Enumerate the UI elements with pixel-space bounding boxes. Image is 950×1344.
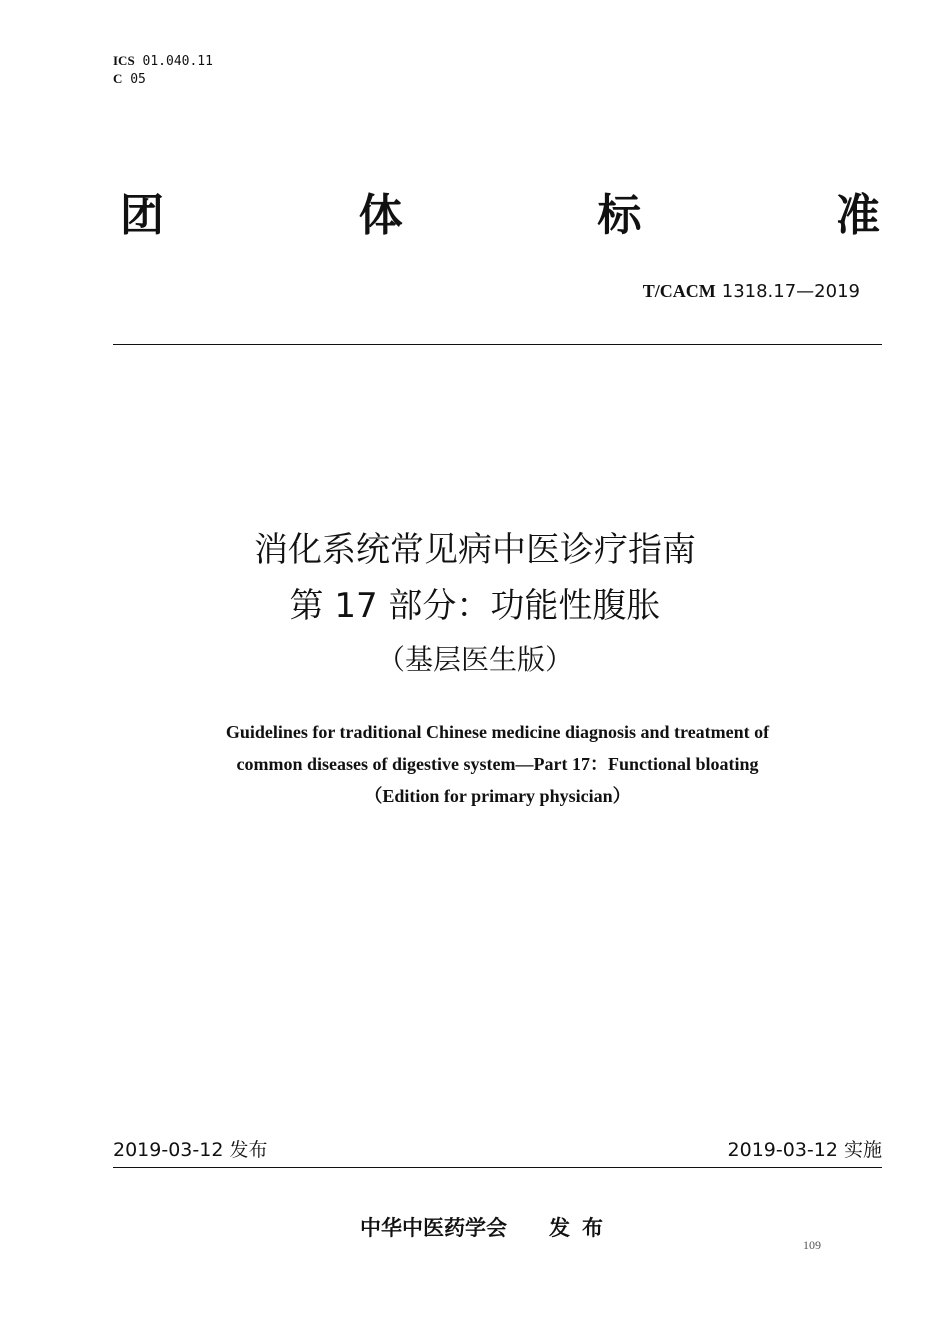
standard-type-char: 体 [358,190,403,241]
standard-number [643,280,860,303]
title-en-line-2: common diseases of digestive system—Part 17：Functional bloating [236,754,759,774]
c-code: 05 [130,72,146,87]
standard-number-value: 1318.17—2019 [721,281,860,302]
implementation-date-label: 实施 [843,1139,882,1161]
standard-type-heading [120,188,880,244]
title-en-line-1: Guidelines for traditional Chinese medicine diagnosis and treatment of [225,722,770,742]
title-cn-line-3: （基层医生版） [376,643,573,676]
implementation-date-value: 2019-03-12 [727,1139,838,1161]
implementation-date [728,1137,882,1163]
c-label: C [113,71,123,86]
title-cn-line-2: 第 17 部分：功能性腹胀 [289,586,661,626]
issue-date-label: 发布 [229,1139,268,1161]
publisher-verb: 发布 [549,1216,615,1240]
top-divider [113,344,882,345]
standard-number-prefix: T/CACM [642,281,716,301]
standard-type-char: 准 [835,190,880,241]
ics-code: 01.040.11 [142,54,213,69]
title-en-line-3: （Edition for primary physician） [364,786,631,806]
issue-date [113,1137,267,1163]
issue-date-value: 2019-03-12 [113,1139,224,1161]
bottom-divider [113,1167,882,1168]
page-number: 109 [803,1238,821,1252]
publisher-name: 中华中医药学会 [360,1216,507,1240]
ics-label: ICS [113,53,135,68]
title-cn-line-1: 消化系统常见病中医诊疗指南 [254,530,696,570]
ics-line [113,52,213,70]
ics-classification [113,52,213,88]
publisher [360,1213,615,1243]
c-line [113,70,213,88]
standard-type-char: 团 [120,190,164,241]
standard-type-char: 标 [597,190,642,241]
